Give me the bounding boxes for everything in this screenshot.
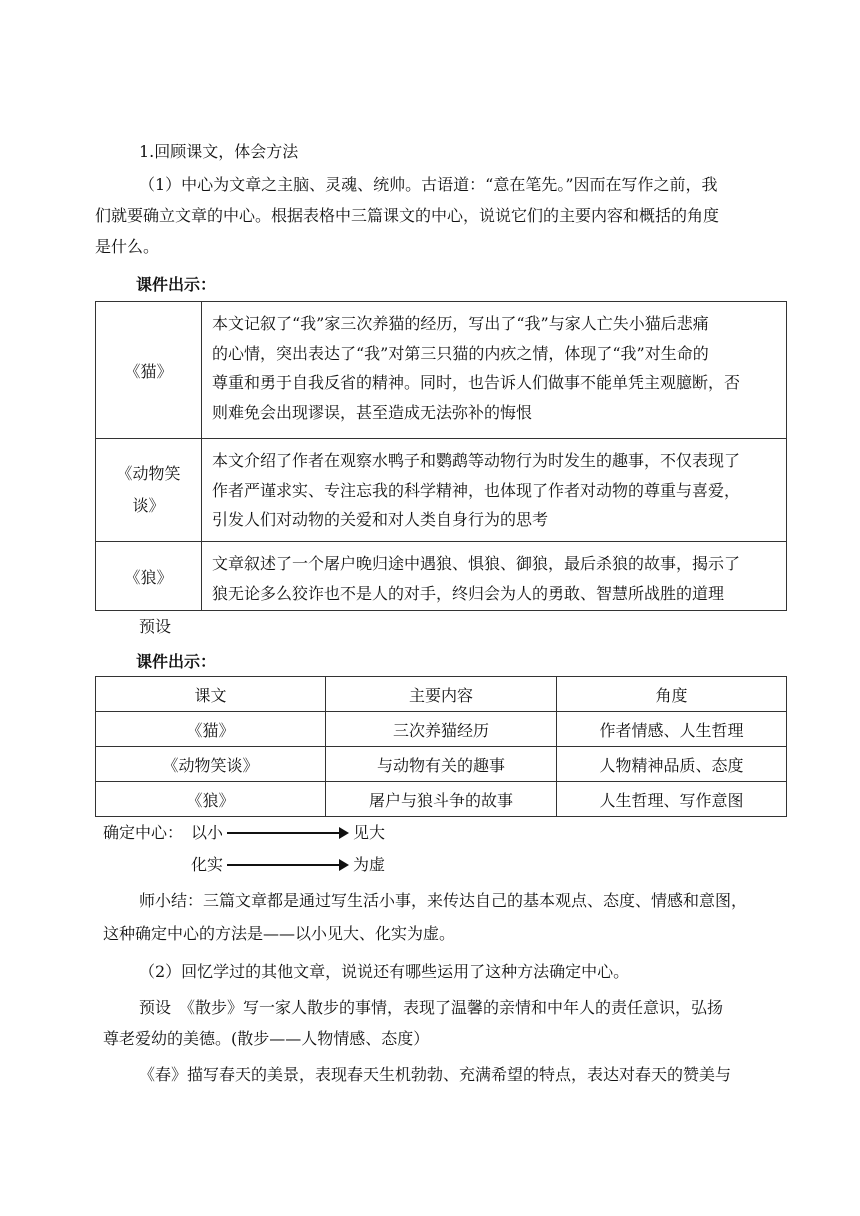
table-cell: 人物精神品质、态度 [557, 747, 787, 782]
lesson-title-cell [96, 542, 202, 611]
intro-line-3: 是什么。 [95, 237, 160, 256]
column-header: 课文 [96, 677, 326, 712]
intro-line-1: （1）中心为文章之主脑、灵魂、统帅。古语道：“意在笔先。”因而在写作之前，我 [139, 175, 718, 194]
center-row1-from: 以小 [191, 823, 224, 842]
table-cell: 《猫》 [96, 712, 326, 747]
lesson-title: 《动物笑 [116, 464, 181, 483]
question-2: （2）回忆学过的其他文章，说说还有哪些运用了这种方法确定中心。 [139, 962, 630, 981]
arrow-icon [227, 832, 347, 834]
table-header-row [96, 677, 787, 712]
center-row2-from: 化实 [191, 855, 224, 874]
table-cell: 人生哲理、写作意图 [557, 782, 787, 817]
center-label: 确定中心： [103, 823, 184, 842]
courseware-label: 课件出示： [136, 275, 217, 294]
description-line: 作者严谨求实、专注忘我的科学精神，也体现了作者对动物的尊重与喜爱， [212, 480, 741, 500]
description-line: 本文记叙了“我”家三次养猫的经历，写出了“我”与家人亡失小猫后悲痛 [212, 314, 709, 333]
table-row [96, 302, 787, 439]
summary-table [95, 676, 787, 817]
description-line: 狼无论多么狡诈也不是人的对手，终归会为人的勇敢、智慧所战胜的道理 [212, 583, 725, 603]
table-cell: 《狼》 [96, 782, 326, 817]
section-heading: 1.回顾课文，体会方法 [139, 142, 299, 161]
table-row [96, 747, 787, 782]
center-row2-to: 为虚 [353, 855, 386, 874]
table-cell: 与动物有关的趣事 [326, 747, 557, 782]
table-cell: 屠户与狼斗争的故事 [326, 782, 557, 817]
lesson-title: 《狼》 [124, 567, 173, 587]
column-header: 主要内容 [326, 677, 557, 712]
summary-line-2: 这种确定中心的方法是——以小见大、化实为虚。 [103, 924, 456, 943]
spring-line: 《春》描写春天的美景，表现春天生机勃勃、充满希望的特点，表达对春天的赞美与 [139, 1065, 732, 1084]
lesson-description-cell [202, 542, 787, 611]
lesson-title-cell [96, 439, 202, 542]
preset2-line-2: 尊老爱幼的美德。(散步——人物情感、态度） [103, 1029, 430, 1048]
table-row [96, 712, 787, 747]
description-line: 的心情，突出表达了“我”对第三只猫的内疚之情，体现了“我”对生命的 [212, 343, 709, 363]
summary-line-1: 师小结：三篇文章都是通过写生活小事，来传达自己的基本观点、态度、情感和意图， [139, 891, 748, 910]
description-line: 文章叙述了一个屠户晚归途中遇狼、惧狼、御狼，最后杀狼的故事，揭示了 [212, 554, 741, 573]
lesson-description-cell [202, 439, 787, 542]
table-cell: 《动物笑谈》 [96, 747, 326, 782]
intro-line-2: 们就要确立文章的中心。根据表格中三篇课文的中心，说说它们的主要内容和概括的角度 [95, 206, 720, 225]
lesson-description-cell [202, 302, 787, 439]
preset-label: 预设 [139, 617, 172, 636]
lesson-title: 谈》 [132, 496, 165, 515]
table-row [96, 542, 787, 611]
description-line: 则难免会出现谬误，甚至造成无法弥补的悔恨 [212, 402, 533, 422]
preset2-line-1: 预设 《散步》写一家人散步的事情，表现了温馨的亲情和中年人的责任意识，弘扬 [139, 998, 724, 1017]
column-header: 角度 [557, 677, 787, 712]
table-row [96, 782, 787, 817]
table-row [96, 439, 787, 542]
table-cell: 作者情感、人生哲理 [557, 712, 787, 747]
description-line: 引发人们对动物的关爱和对人类自身行为的思考 [212, 510, 549, 529]
center-row1-to: 见大 [353, 823, 386, 842]
arrow-icon [227, 864, 347, 866]
courseware-label: 课件出示： [136, 652, 217, 671]
description-line: 本文介绍了作者在观察水鸭子和鹦鹉等动物行为时发生的趣事，不仅表现了 [212, 451, 741, 470]
lesson-title-cell [96, 302, 202, 439]
table-cell: 三次养猫经历 [326, 712, 557, 747]
description-line: 尊重和勇于自我反省的精神。同时，也告诉人们做事不能单凭主观臆断，否 [212, 373, 741, 392]
lesson-title: 《猫》 [124, 361, 173, 381]
lesson-center-table [95, 301, 787, 611]
